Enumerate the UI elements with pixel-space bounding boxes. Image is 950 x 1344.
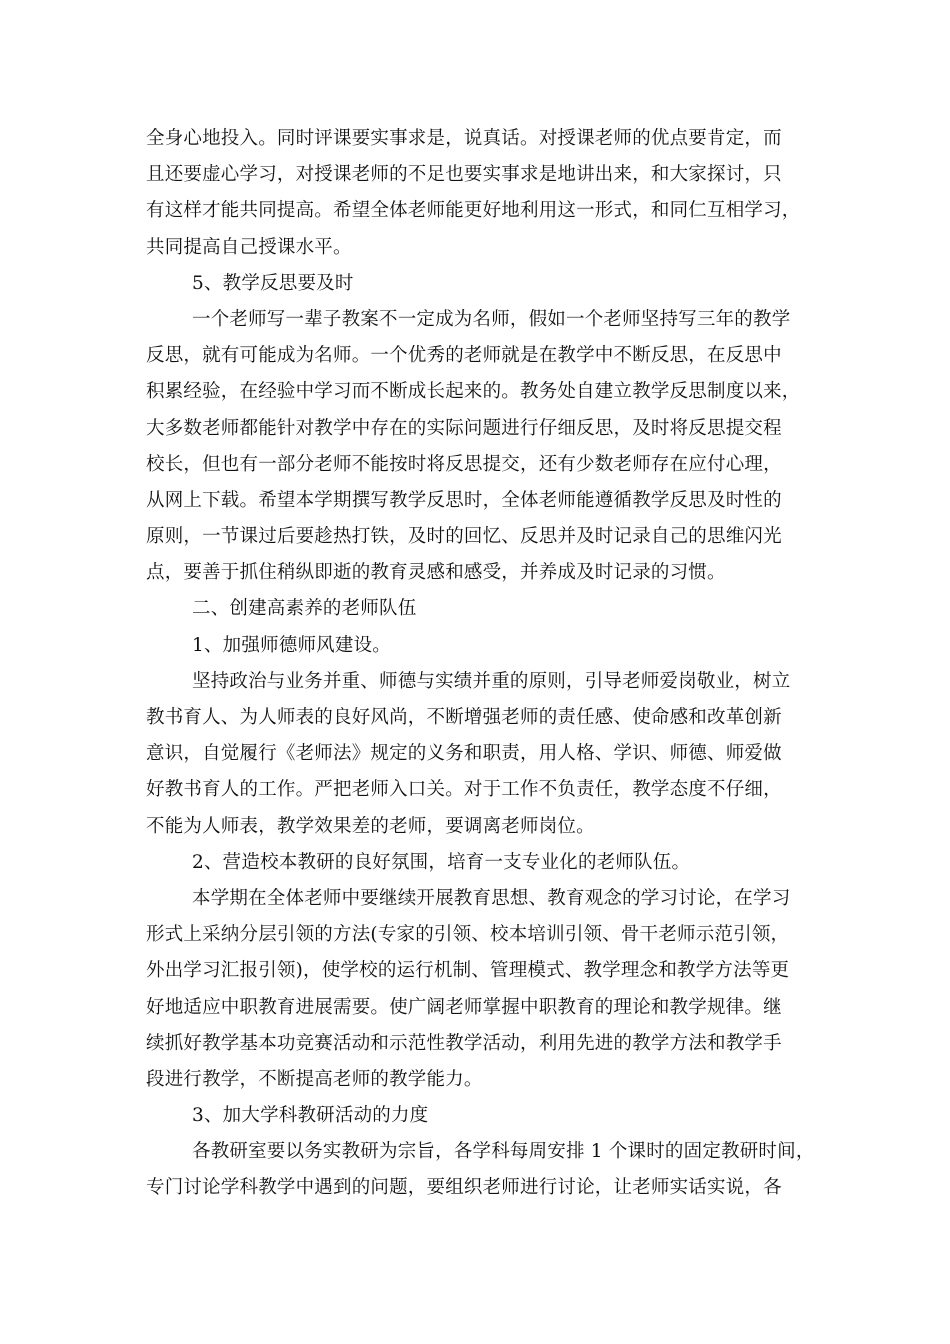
text-line: 全身心地投入。同时评课要实事求是，说真话。对授课老师的优点要肯定，而 [146,128,782,149]
text-line: 且还要虚心学习，对授课老师的不足也要实事求是地讲出来，和大家探讨，只 [146,164,782,186]
text-line: 原则，一节课过后要趁热打铁，及时的回忆、反思并及时记录自己的思维闪光 [146,526,782,548]
text-line: 一个老师写一辈子教案不一定成为名师，假如一个老师坚持写三年的教学 [192,308,791,330]
text-line: 点，要善于抓住稍纵即逝的教育灵感和感受，并养成及时记录的习惯。 [146,562,726,584]
text-line: 坚持政治与业务并重、师德与实绩并重的原则，引导老师爱岗敬业，树立 [192,670,791,692]
text-line: 积累经验，在经验中学习而不断成长起来的。教务处自建立教学反思制度以来， [146,381,801,403]
text-line: 本学期在全体老师中要继续开展教育思想、教育观念的学习讨论，在学习 [192,887,791,909]
text-line: 各教研室要以务实教研为宗旨，各学科每周安排 1 个课时的固定教研时间， [192,1141,815,1163]
text-line: 从网上下载。希望本学期撰写教学反思时，全体老师能遵循教学反思及时性的 [146,489,782,511]
text-line: 5、教学反思要及时 [192,272,354,294]
text-line: 2、营造校本教研的良好氛围，培育一支专业化的老师队伍。 [192,851,691,873]
text-line: 好教书育人的工作。严把老师入口关。对于工作不负责任，教学态度不仔细， [146,779,782,801]
text-line: 教书育人、为人师表的良好风尚，不断增强老师的责任感、使命感和改革创新 [146,707,782,728]
document-body [146,121,815,1207]
text-line: 段进行教学，不断提高老师的教学能力。 [146,1068,483,1090]
text-line: 形式上采纳分层引领的方法(专家的引领、校本培训引领、骨干老师示范引领， [146,924,790,946]
text-line: 外出学习汇报引领)，使学校的运行机制、管理模式、教学理念和教学方法等更 [146,960,790,982]
text-line: 反思，就有可能成为名师。一个优秀的老师就是在教学中不断反思，在反思中 [146,345,782,367]
text-line: 意识，自觉履行《老师法》规定的义务和职责，用人格、学识、师德、师爱做 [146,743,782,765]
text-line: 有这样才能共同提高。希望全体老师能更好地利用这一形式，和同仁互相学习， [146,200,801,222]
text-line: 专门讨论学科教学中遇到的问题，要组织老师进行讨论，让老师实话实说，各 [146,1177,782,1199]
text-line: 校长，但也有一部分老师不能按时将反思提交，还有少数老师存在应付心理， [146,453,782,475]
text-line: 共同提高自己授课水平。 [146,236,352,258]
text-line: 续抓好教学基本功竞赛活动和示范性教学活动，利用先进的教学方法和教学手 [146,1032,782,1054]
text-line: 3、加大学科教研活动的力度 [192,1105,429,1127]
text-line: 二、创建高素养的老师队伍 [192,598,417,620]
text-line: 好地适应中职教育进展需要。使广阔老师掌握中职教育的理论和教学规律。继 [146,996,782,1018]
text-line: 不能为人师表，教学效果差的老师，要调离老师岗位。 [146,815,595,837]
text-line: 1、加强师德师风建设。 [192,634,391,656]
text-line: 大多数老师都能针对教学中存在的实际问题进行仔细反思，及时将反思提交程 [146,417,782,439]
